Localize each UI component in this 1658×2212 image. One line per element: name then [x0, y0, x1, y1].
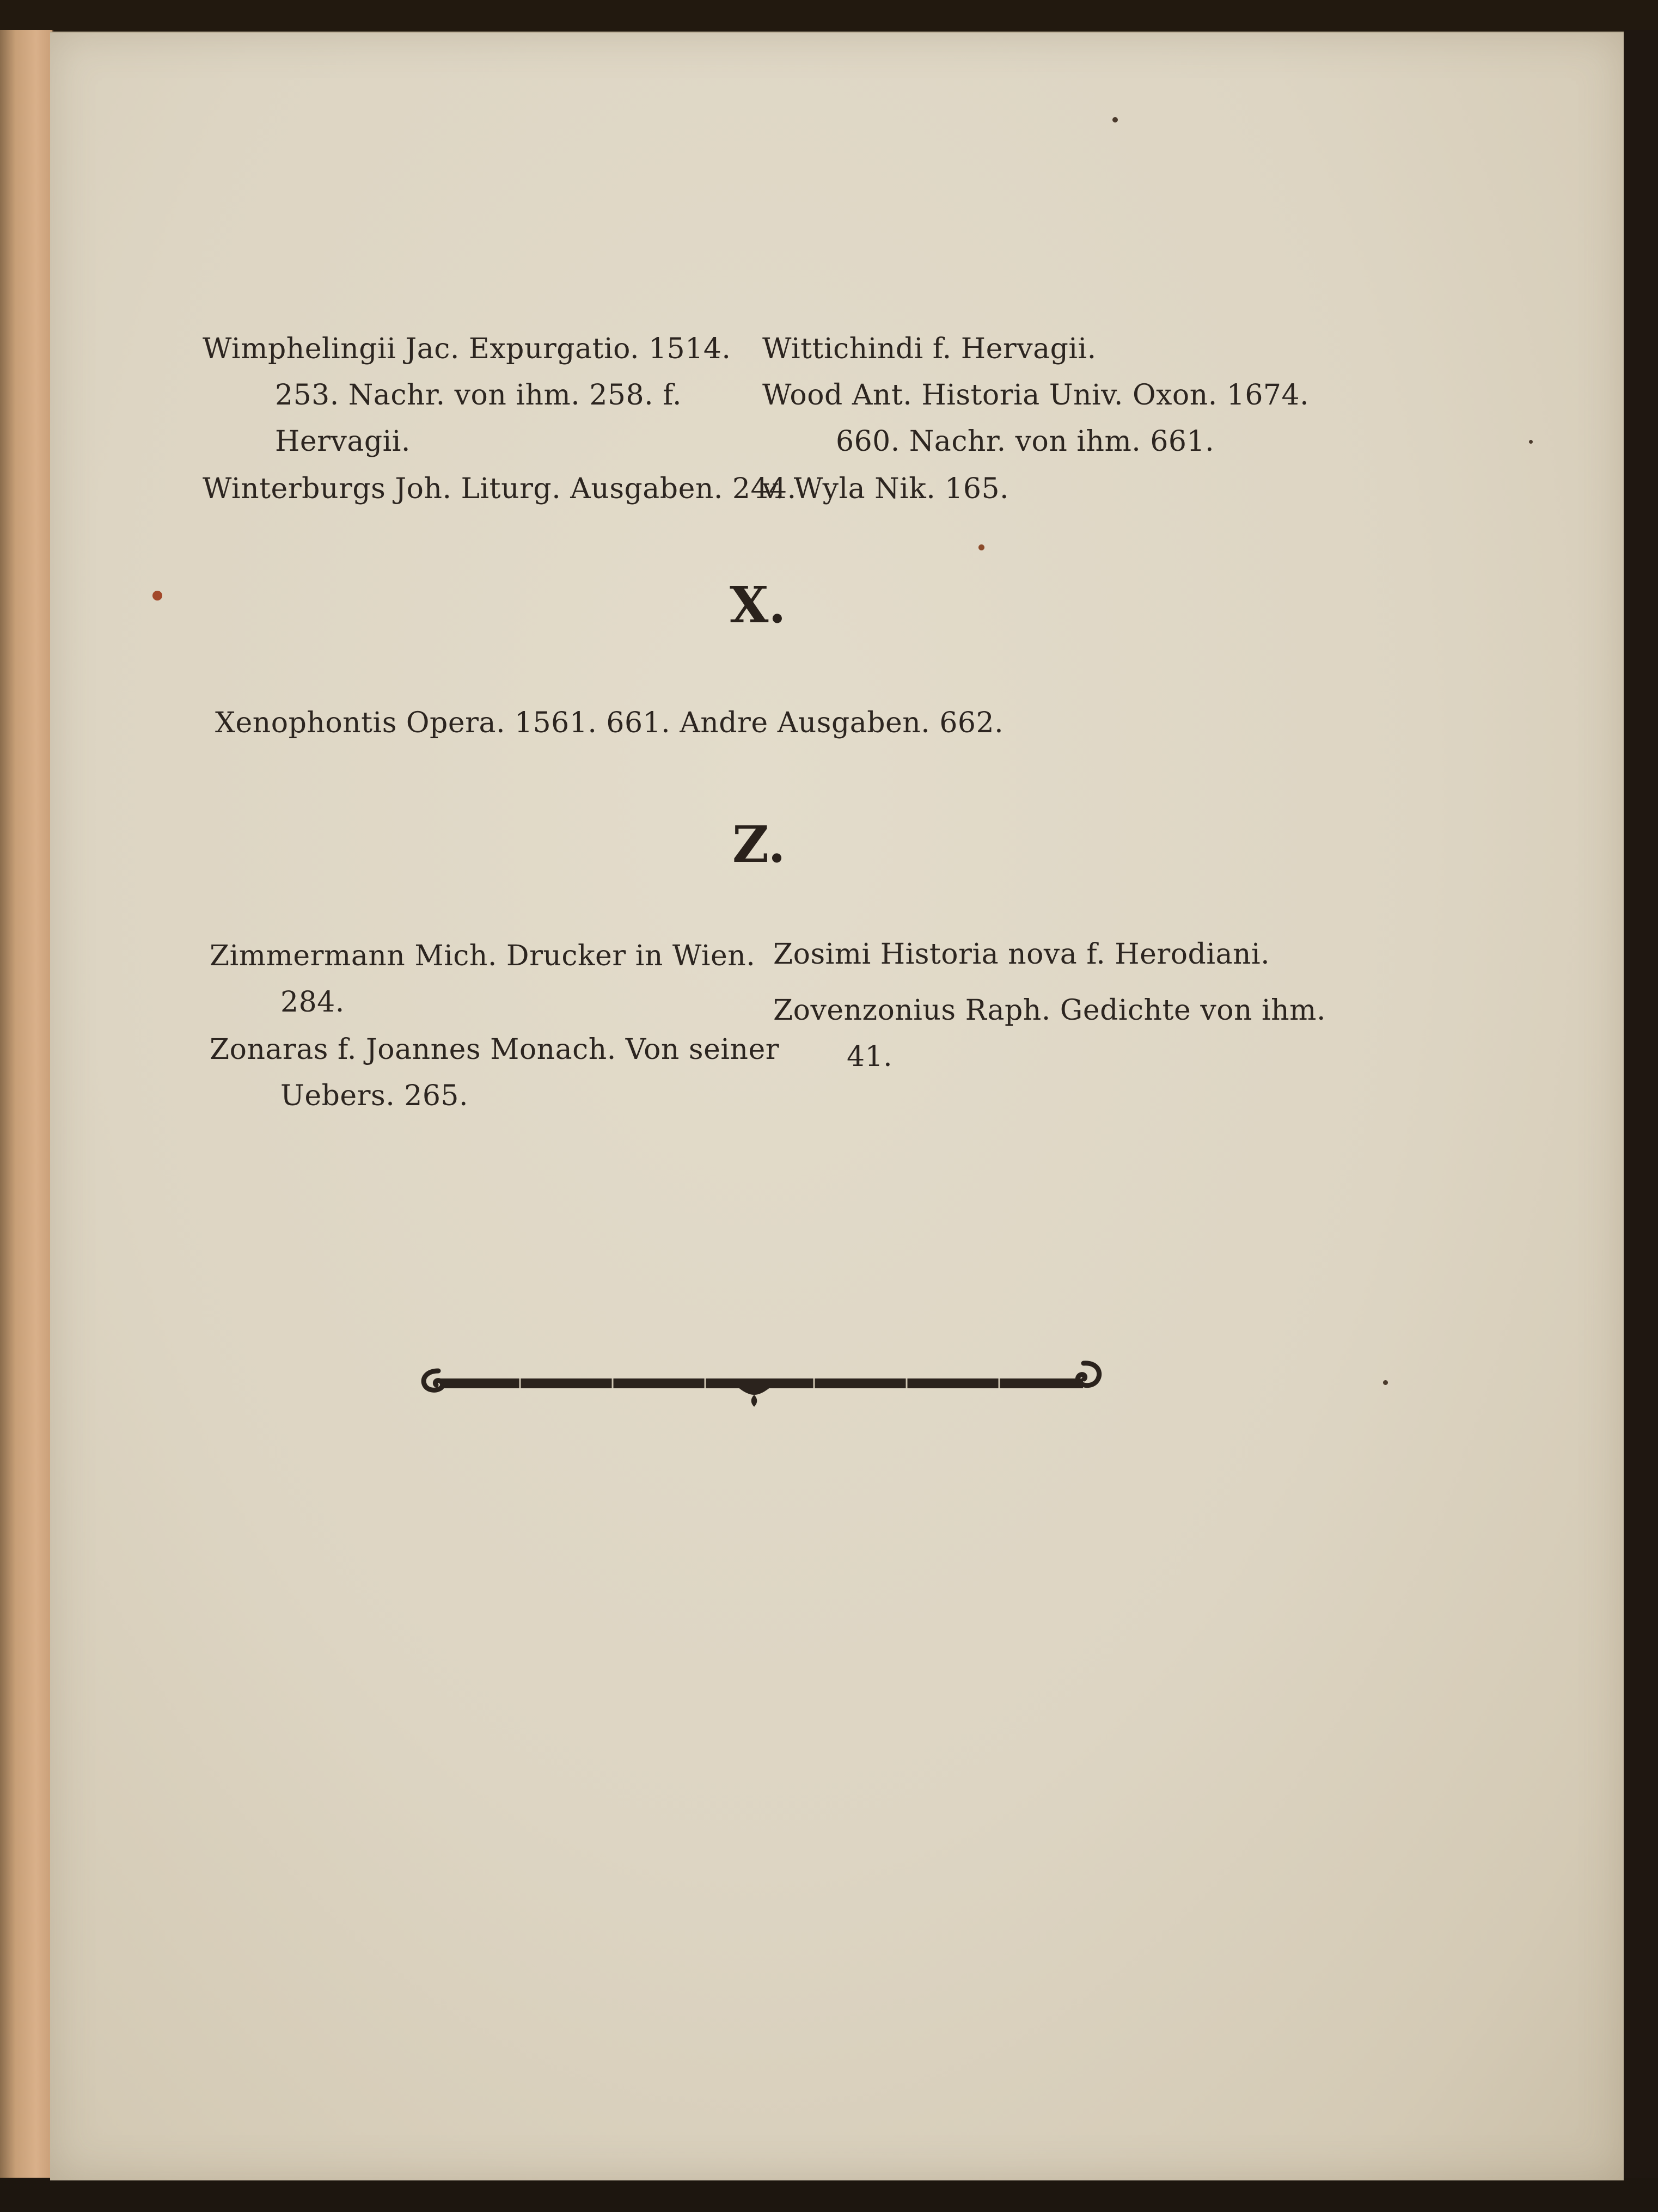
paper-speck: [1529, 440, 1533, 444]
entry-zonaras-line-2: Uebers. 265.: [280, 1080, 469, 1112]
entry-zimmermann-line-1: Zimmermann Mich. Drucker in Wien.: [210, 940, 756, 972]
entry-zovenzonius-line-1: Zovenzonius Raph. Gedichte von ihm.: [773, 994, 1326, 1027]
printers-ornament-icon: [417, 1356, 1105, 1416]
entry-wimphelingii-line-3: Hervagii.: [275, 425, 411, 458]
entry-wimphelingii-line-2: 253. Nachr. von ihm. 258. f.: [275, 379, 682, 412]
entry-wittichindi-line-1: Wittichindi f. Hervagii.: [762, 333, 1097, 365]
paper-speck: [1112, 117, 1118, 122]
paper-speck: [978, 544, 984, 550]
section-letter-x: X.: [730, 575, 786, 634]
entry-wood-line-1: Wood Ant. Historia Univ. Oxon. 1674.: [762, 379, 1310, 412]
entry-xenophontis: Xenophontis Opera. 1561. 661. Andre Ausgaben. 662.: [215, 707, 1004, 739]
section-letter-z: Z.: [732, 815, 786, 874]
scan-background-top: [0, 0, 1658, 34]
paper-speck: [152, 591, 162, 601]
scan-background-bottom: [0, 2178, 1658, 2212]
entry-wimphelingii-line-1: Wimphelingii Jac. Expurgatio. 1514.: [203, 333, 731, 365]
entry-zonaras-line-1: Zonaras f. Joannes Monach. Von seiner: [210, 1033, 780, 1066]
entry-wyla-line-1: v. Wyla Nik. 165.: [762, 473, 1010, 505]
entry-zimmermann-line-2: 284.: [280, 986, 345, 1019]
entry-zosimi-line-1: Zosimi Historia nova f. Herodiani.: [773, 938, 1270, 971]
entry-wood-line-2: 660. Nachr. von ihm. 661.: [836, 425, 1215, 458]
scan-background-right: [1624, 30, 1658, 2212]
paper-speck: [1383, 1380, 1388, 1385]
entry-winterburgs-line-1: Winterburgs Joh. Liturg. Ausgaben. 244.: [203, 473, 797, 505]
entry-zovenzonius-line-2: 41.: [847, 1040, 893, 1073]
book-spine-edge: [0, 30, 53, 2212]
